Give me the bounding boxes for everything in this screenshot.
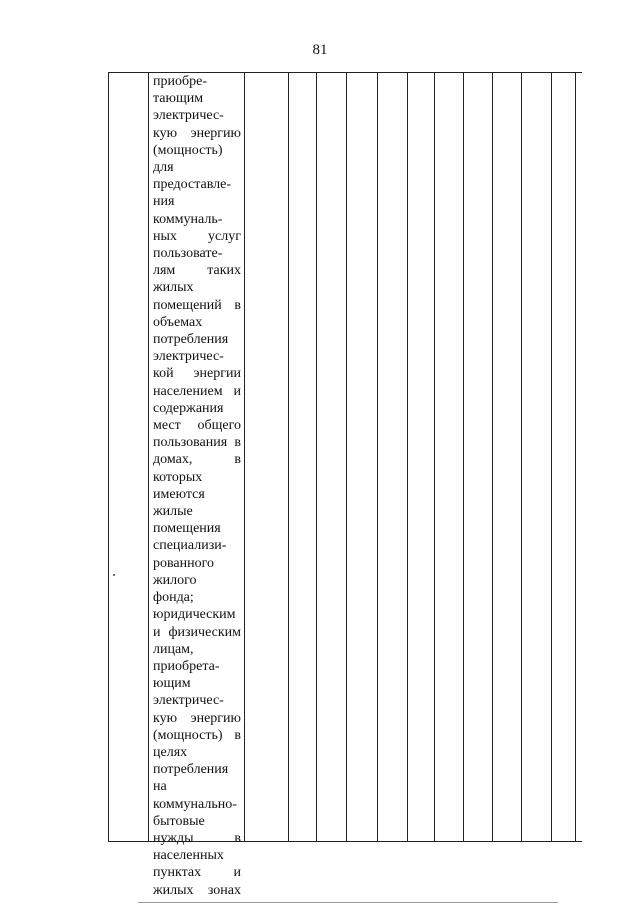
cell-line: нужды в <box>153 830 241 846</box>
cell-line: (мощность) в <box>153 727 241 743</box>
table-column <box>551 73 576 841</box>
table-column <box>463 73 492 841</box>
table-column-description <box>148 73 244 898</box>
table-column <box>492 73 521 841</box>
cell-line: электричес- <box>153 349 224 365</box>
cell-line: кую энергию <box>153 710 241 726</box>
cell-line: помещений в <box>153 297 241 313</box>
cell-line: лям таких <box>153 263 241 279</box>
cell-line: целях <box>153 744 188 760</box>
cell-line: потребления <box>153 762 229 778</box>
cell-line: мест общего <box>153 418 241 434</box>
cell-line: потребления <box>153 332 229 348</box>
cell-line: электричес- <box>153 108 224 124</box>
cell-line: кой энергии <box>153 366 241 382</box>
cell-line: пунктах и <box>153 865 241 881</box>
cell-line: жилых <box>153 280 194 296</box>
cell-line: коммунально- <box>153 796 237 812</box>
cell-line: рованного <box>153 555 215 571</box>
cell-line: для <box>153 160 174 176</box>
footer-rule <box>138 902 558 903</box>
cell-line: которых <box>153 469 203 485</box>
cell-line: специализи- <box>153 538 227 554</box>
cell-line: бытовые <box>153 813 205 829</box>
cell-line: юридическим <box>153 607 236 623</box>
cell-line: на <box>153 779 167 795</box>
cell-line: приобрета- <box>153 658 220 674</box>
cell-line: коммуналь- <box>153 211 223 227</box>
cell-line: электричес- <box>153 693 224 709</box>
cell-line: домах, в <box>153 452 241 468</box>
table-column <box>521 73 551 841</box>
cell-line: содержания <box>153 400 224 416</box>
table-fragment <box>108 72 582 898</box>
cell-line: населением и <box>153 383 241 399</box>
table-column <box>346 73 377 841</box>
cell-line: населенных <box>153 848 224 864</box>
cell-line: имеются <box>153 486 205 502</box>
cell-line: пользования в <box>153 435 241 451</box>
cell-line: жилого <box>153 572 197 588</box>
cell-line: жилые <box>153 504 193 520</box>
table-column <box>434 73 463 841</box>
table-column <box>377 73 407 841</box>
cell-line: объемах <box>153 314 203 330</box>
cell-line: ных услуг <box>153 228 241 244</box>
table-column <box>244 73 288 841</box>
table-column-number <box>108 73 148 841</box>
cell-line: и физическим <box>153 624 241 640</box>
cell-line: пользовате- <box>153 246 223 262</box>
cell-line: (мощность) <box>153 142 223 158</box>
table-column <box>316 73 346 841</box>
table-column <box>407 73 434 841</box>
cell-line: предоставле- <box>153 177 231 193</box>
cell-line: жилых зонах <box>153 882 241 898</box>
cell-line: ющим <box>153 676 191 692</box>
cell-line: приобре- <box>153 74 207 89</box>
cell-line: ния <box>153 194 175 210</box>
cell-line: кую энергию <box>153 125 241 141</box>
scan-speck <box>113 574 115 576</box>
cell-line: тающим <box>153 91 204 107</box>
description-cell <box>153 73 241 899</box>
table-column <box>288 73 316 841</box>
cell-line: фонда; <box>153 590 194 606</box>
page-number: 81 <box>312 42 328 58</box>
cell-line: лицам, <box>153 641 194 657</box>
cell-line: помещения <box>153 521 221 537</box>
